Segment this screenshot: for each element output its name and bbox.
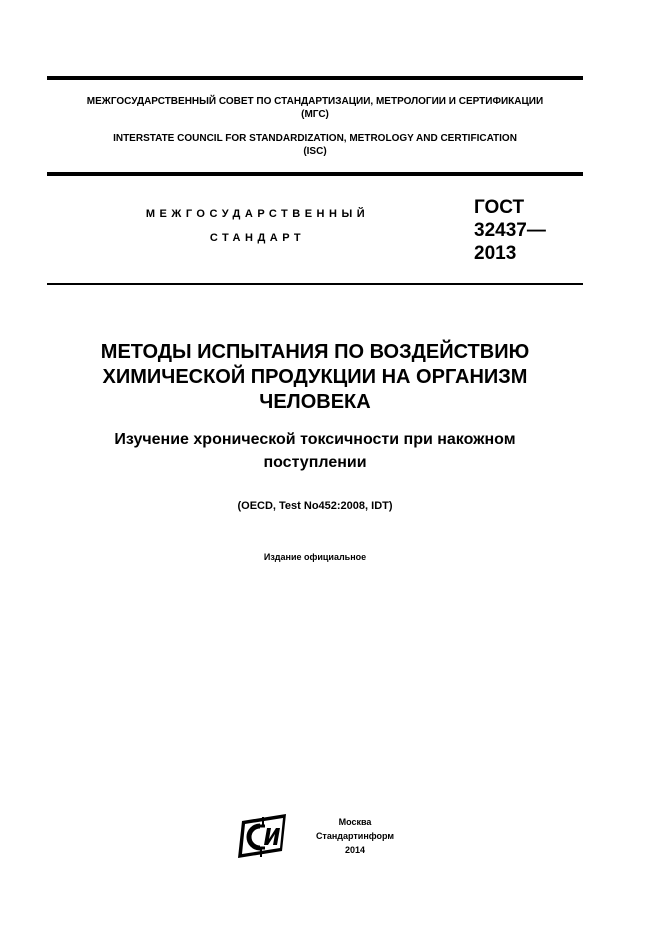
standard-type-line1: МЕЖГОСУДАРСТВЕННЫЙ [145, 208, 370, 220]
subtitle-line2: поступлении [263, 454, 367, 471]
subtitle-line1: Изучение хронической токсичности при накожном [114, 431, 516, 448]
standartinform-logo-icon [234, 814, 288, 858]
imprint-publisher: Стандартинформ [315, 831, 395, 841]
imprint [300, 815, 410, 857]
standard-type-line2: СТАНДАРТ [209, 232, 306, 244]
council-name-ru [47, 95, 583, 121]
imprint-city: Москва [338, 817, 372, 827]
header-rule [47, 172, 583, 176]
standard-designation [474, 196, 546, 265]
designation-line2: 32437— [474, 220, 546, 241]
council-name-en [47, 132, 583, 158]
oecd-reference: (OECD, Test No452:2008, IDT) [237, 500, 393, 512]
designation-line1: ГОСТ [474, 197, 525, 218]
council-ru-line2: (МГС) [301, 109, 329, 120]
council-en-line2: (ISC) [303, 146, 327, 157]
title-line2: ХИМИЧЕСКОЙ ПРОДУКЦИИ НА ОРГАНИЗМ [102, 366, 528, 388]
designation-line3: 2013 [474, 243, 517, 264]
title-line1: МЕТОДЫ ИСПЫТАНИЯ ПО ВОЗДЕЙСТВИЮ [100, 341, 530, 363]
council-en-line1: INTERSTATE COUNCIL FOR STANDARDIZATION, METROLOGY AND CERTIFICATION [113, 133, 517, 144]
edition-note: Издание официальное [263, 552, 367, 562]
top-rule [47, 76, 583, 80]
council-ru-line1: МЕЖГОСУДАРСТВЕННЫЙ СОВЕТ ПО СТАНДАРТИЗАЦИИ, МЕТРОЛОГИИ И СЕРТИФИКАЦИИ [86, 96, 544, 107]
document-subtitle [40, 428, 590, 474]
designation-rule [47, 283, 583, 285]
title-line3: ЧЕЛОВЕКА [259, 391, 371, 413]
document-title [40, 340, 590, 415]
imprint-year: 2014 [344, 845, 366, 855]
